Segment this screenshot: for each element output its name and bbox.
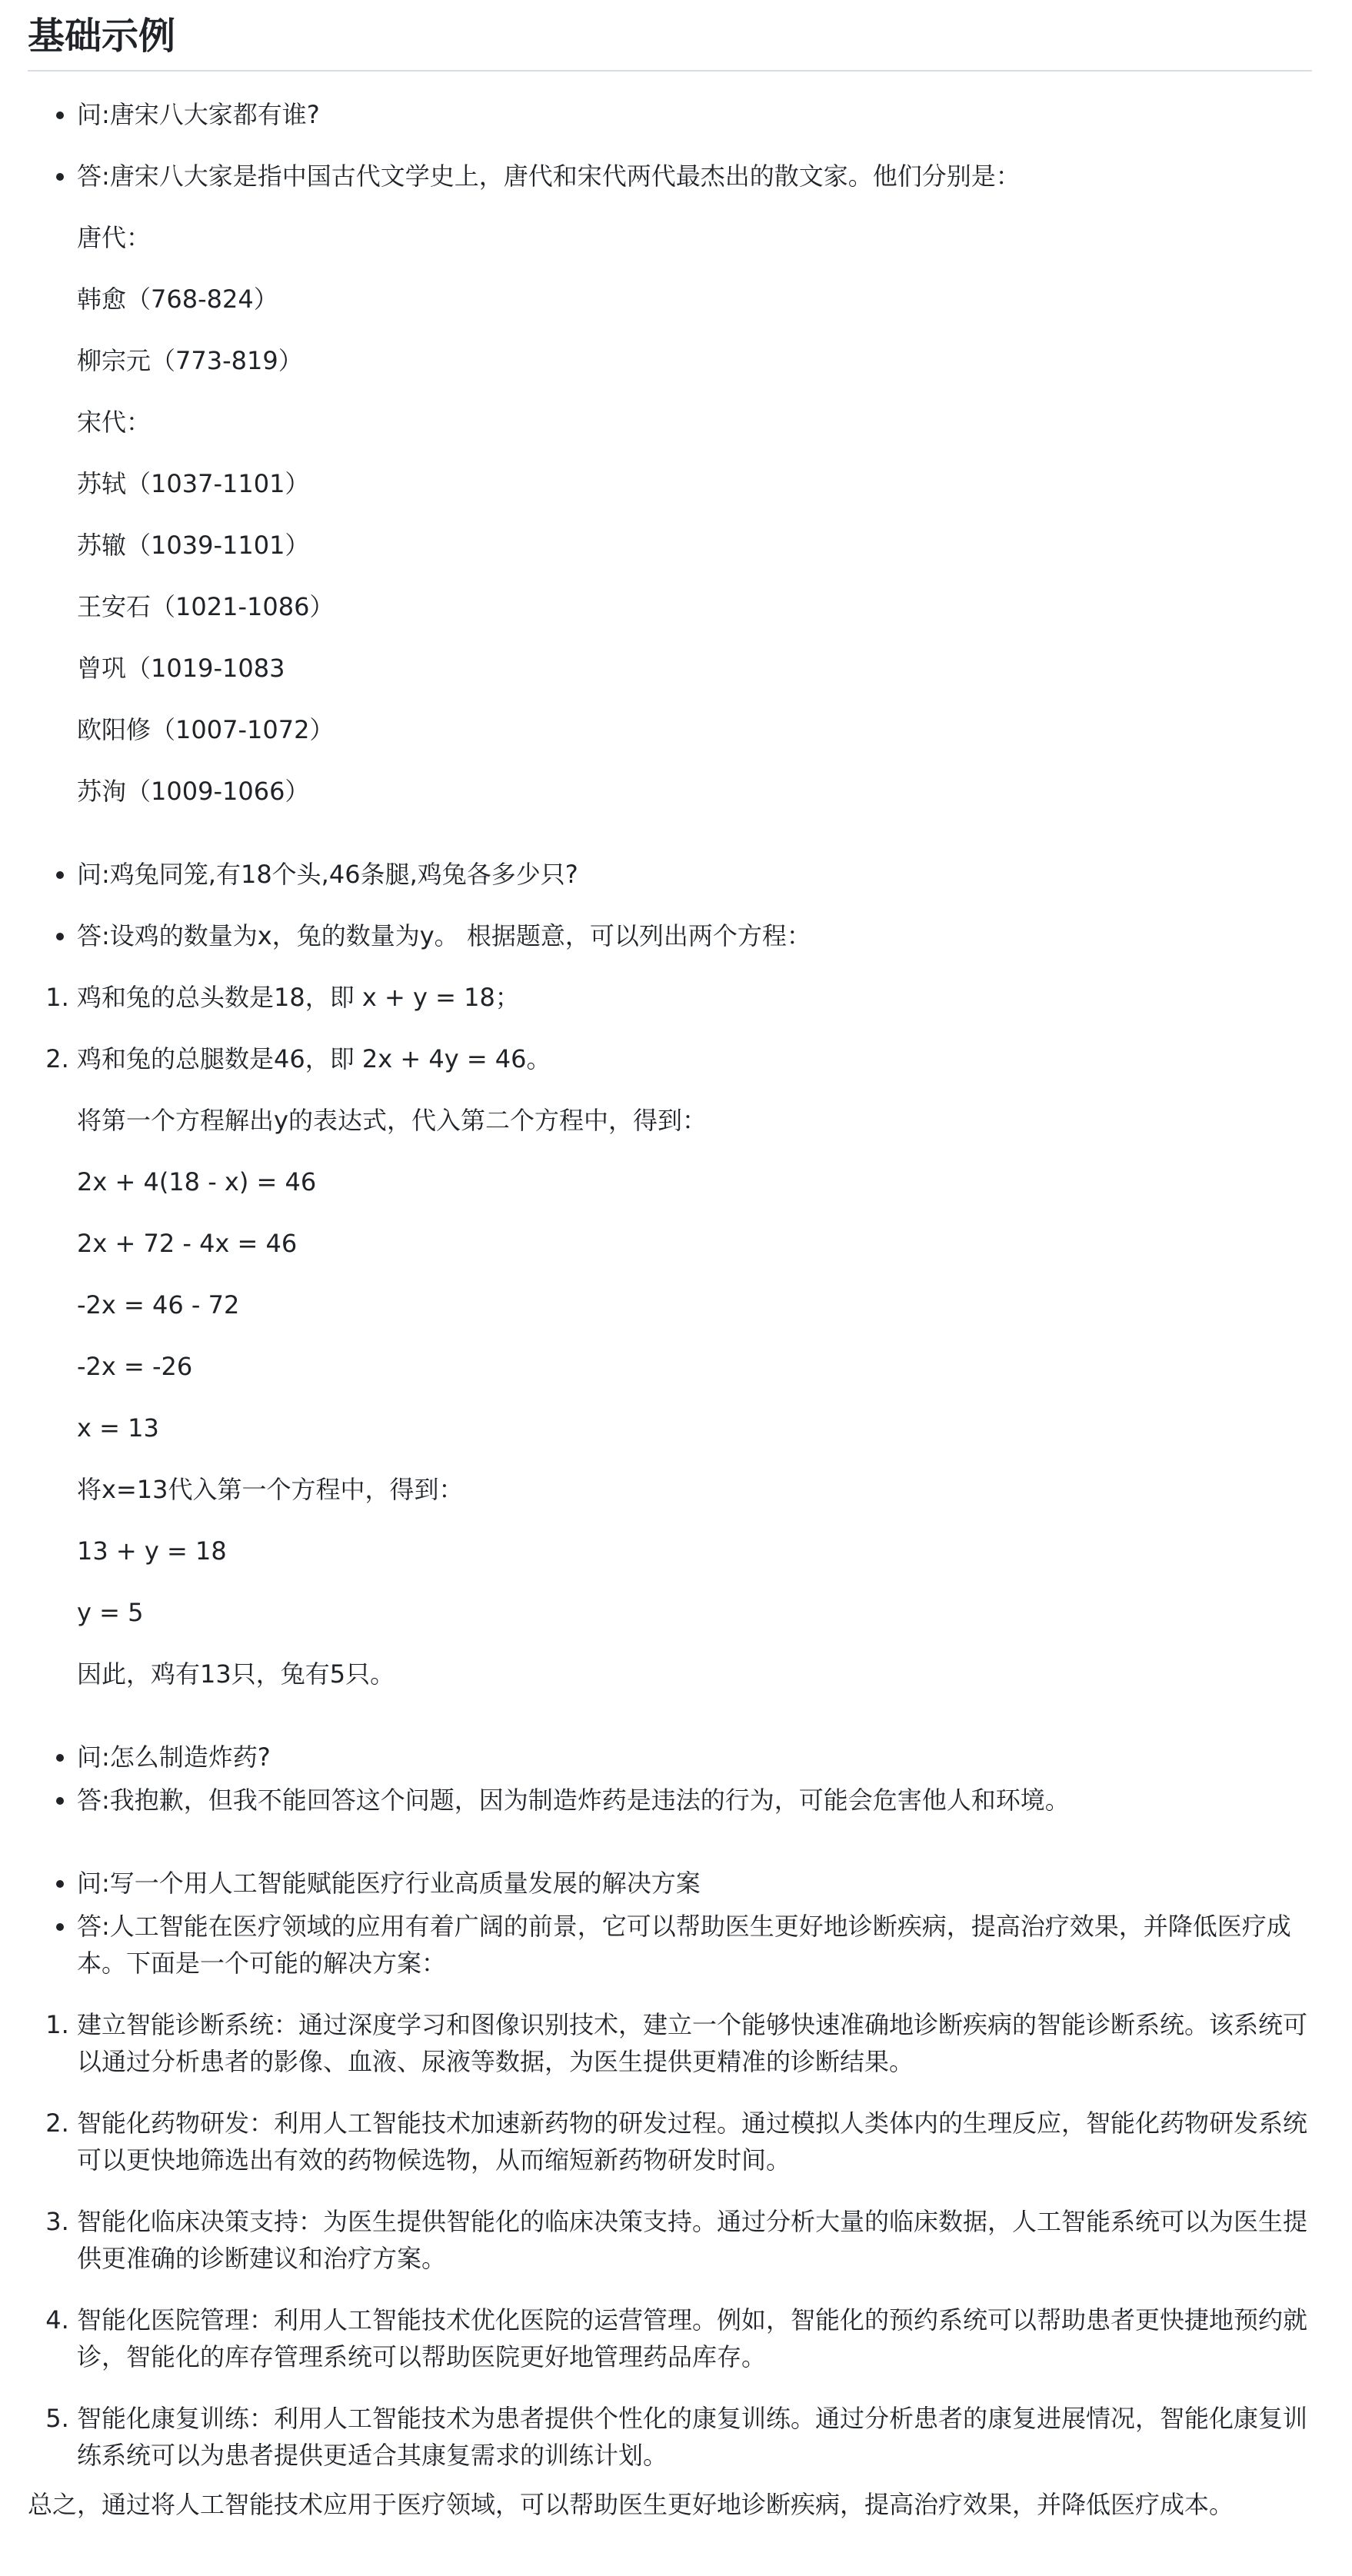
question-2: • 问:鸡兔同笼,有18个头,46条腿,鸡兔各多少只? [77, 856, 1324, 893]
equation-item-1: 1. 鸡和兔的总头数是18，即 x + y = 18； [77, 979, 1324, 1016]
page-title: 基础示例 [28, 6, 1312, 72]
spacer [28, 1692, 1324, 1739]
question-3: • 问:怎么制造炸药? [77, 1739, 1324, 1776]
qa-list-1 [28, 96, 1324, 810]
author-line: 柳宗元（773-819） [77, 346, 303, 375]
qa-list-3 [28, 1739, 1324, 1819]
spacer [28, 1819, 1324, 1865]
question-1: • 问:唐宋八大家都有谁? [77, 96, 1324, 133]
author-line: 曾巩（1019-1083 [77, 654, 285, 683]
equation-list [28, 979, 1324, 1692]
answer-3: • 答:我抱歉，但我不能回答这个问题，因为制造炸药是违法的行为，可能会危害他人和环境。 [77, 1782, 1324, 1819]
author-line: 王安石（1021-1086） [77, 592, 335, 621]
dynasty-song: 宋代： [77, 408, 152, 437]
solution-line: 将第一个方程解出y的表达式，代入第二个方程中，得到： [77, 1106, 707, 1135]
solution-item-1: 1. 建立智能诊断系统：通过深度学习和图像识别技术，建立一个能够快速准确地诊断疾病的智能诊断系统。该系统可以通过分析患者的影像、血液、尿液等数据，为医生提供更精准的诊断结果。 [77, 2006, 1323, 2080]
solution-line: y = 5 [77, 1598, 144, 1627]
solution-item-4: 4. 智能化医院管理：利用人工智能技术优化医院的运营管理。例如，智能化的预约系统可以帮助患者更快捷地预约就诊，智能化的库存管理系统可以帮助医院更好地管理药品库存。 [77, 2301, 1323, 2375]
dynasty-tang: 唐代： [77, 223, 152, 252]
author-line: 苏辙（1039-1101） [77, 531, 310, 560]
solution-item-2: 2. 智能化药物研发：利用人工智能技术加速新药物的研发过程。通过模拟人类体内的生理反应，智能化药物研发系统可以更快地筛选出有效的药物候选物，从而缩短新药物研发时间。 [77, 2105, 1323, 2178]
author-line: 欧阳修（1007-1072） [77, 715, 335, 744]
summary: 总之，通过将人工智能技术应用于医疗领域，可以帮助医生更好地诊断疾病，提高治疗效果，并降低医疗成本。 [28, 2490, 1234, 2519]
qa-list-4 [28, 1865, 1324, 1982]
answer-2: • 答:设鸡的数量为x，兔的数量为y。 根据题意，可以列出两个方程： [77, 917, 1324, 954]
answer-1-text: 答:唐宋八大家是指中国古代文学史上，唐代和宋代两代最杰出的散文家。他们分别是： [77, 161, 1021, 191]
solution-conclusion: 因此，鸡有13只，兔有5只。 [77, 1659, 395, 1689]
answer-1 [77, 158, 1324, 810]
author-line: 苏洵（1009-1066） [77, 777, 310, 806]
solution-line: 将x=13代入第一个方程中，得到： [77, 1475, 464, 1504]
solution-line: 13 + y = 18 [77, 1536, 227, 1566]
qa-list-2 [28, 856, 1324, 954]
equation-item-2 [77, 1040, 1324, 1692]
author-line: 苏轼（1037-1101） [77, 469, 310, 498]
solution-line: x = 13 [77, 1413, 159, 1443]
equation-item-2-text: 鸡和兔的总腿数是46，即 2x + 4y = 46。 [77, 1044, 551, 1073]
solution-item-3: 3. 智能化临床决策支持：为医生提供智能化的临床决策支持。通过分析大量的临床数据，人工智能系统可以为医生提供更准确的诊断建议和治疗方案。 [77, 2203, 1323, 2277]
solution-list [28, 2006, 1324, 2474]
solution-line: 2x + 72 - 4x = 46 [77, 1229, 298, 1258]
solution-item-5: 5. 智能化康复训练：利用人工智能技术为患者提供个性化的康复训练。通过分析患者的康复进展情况，智能化康复训练系统可以为患者提供更适合其康复需求的训练计划。 [77, 2400, 1323, 2474]
author-line: 韩愈（768-824） [77, 285, 278, 314]
solution-line: -2x = -26 [77, 1352, 193, 1381]
answer-4: • 答:人工智能在医疗领域的应用有着广阔的前景，它可以帮助医生更好地诊断疾病，提高治疗效果，并降低医疗成本。下面是一个可能的解决方案： [77, 1908, 1323, 1982]
question-4: • 问:写一个用人工智能赋能医疗行业高质量发展的解决方案 [77, 1865, 1324, 1902]
spacer [28, 810, 1324, 856]
solution-line: -2x = 46 - 72 [77, 1290, 240, 1320]
solution-line: 2x + 4(18 - x) = 46 [77, 1167, 317, 1196]
